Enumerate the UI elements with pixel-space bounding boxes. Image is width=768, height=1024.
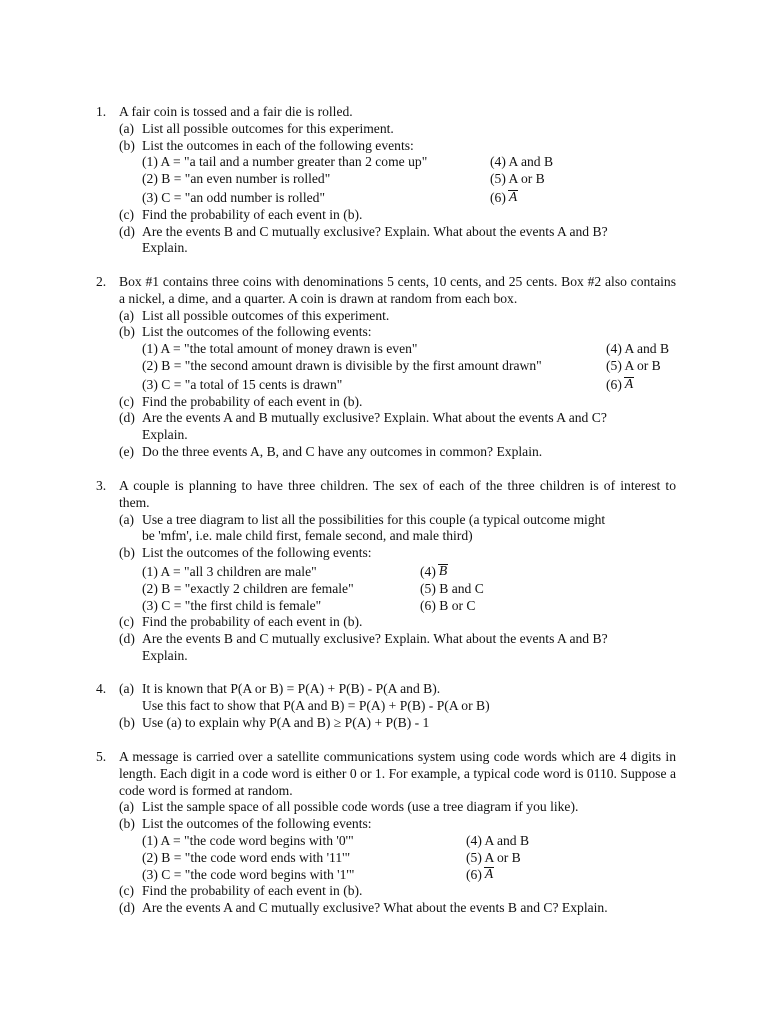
part-d: (d) Are the events A and C mutually exclusive? What about the events B and C? Explain. (119, 900, 608, 916)
part-a-continued: be 'mfm', i.e. male child first, female second, and male third) (142, 528, 473, 544)
event-row: (2) B = "the code word ends with '11'" (5) A or B (142, 849, 521, 865)
part-d-continued: Explain. (142, 647, 188, 663)
problem-intro: Box #1 contains three coins with denominations 5 cents, 10 cents, and 25 cents. Box #2 also contains a nickel, a dime, and a quarter. A coin is drawn at random from each box. (119, 274, 676, 306)
problem-4 (96, 681, 676, 731)
part-a-continued: Use this fact to show that P(A and B) = P(A) + P(B) - P(A or B) (142, 697, 490, 713)
problem-number: 1. (96, 104, 107, 119)
part-d-continued: Explain. (142, 240, 188, 256)
problem-number: 4. (96, 681, 107, 696)
event-row: (3) C = "the first child is female" (6) B or C (142, 597, 476, 613)
part-a: (a) List all possible outcomes of this experiment. (119, 307, 390, 323)
part-a: (a) List all possible outcomes for this experiment. (119, 120, 394, 136)
part-d: (d) Are the events B and C mutually exclusive? Explain. What about the events A and B? (119, 631, 608, 647)
event-row: (2) B = "exactly 2 children are female" (5) B and C (142, 580, 484, 596)
problem-intro: A fair coin is tossed and a fair die is rolled. (119, 104, 353, 119)
part-d: (d) Are the events A and B mutually exclusive? Explain. What about the events A and C? (119, 410, 607, 426)
part-c: (c) Find the probability of each event in (b). (119, 883, 363, 899)
part-c: (c) Find the probability of each event in (b). (119, 614, 363, 630)
event-row: (1) A = "all 3 children are male" (4) B (142, 562, 448, 579)
event-row: (3) C = "an odd number is rolled" (6) A (142, 188, 518, 205)
part-b: (b) Use (a) to explain why P(A and B) ≥ P(A) + P(B) - 1 (119, 714, 430, 730)
part-b: (b) List the outcomes of the following events: (119, 545, 372, 561)
problem-number: 5. (96, 749, 107, 764)
problem-number: 2. (96, 274, 107, 289)
problem-2 (96, 274, 676, 461)
part-b: (b) List the outcomes of the following events: (119, 816, 372, 832)
problem-number: 3. (96, 478, 107, 493)
event-row: (1) A = "the code word begins with '0'" (4) A and B (142, 832, 530, 848)
complement-symbol: A (624, 377, 634, 394)
event-row: (1) A = "the total amount of money drawn is even" (4) A and B (142, 341, 670, 357)
complement-symbol: A (484, 867, 494, 884)
problem-1 (96, 104, 676, 257)
complement-symbol: A (508, 190, 518, 207)
part-a: (a) It is known that P(A or B) = P(A) + P(B) - P(A and B). (119, 681, 441, 696)
part-c: (c) Find the probability of each event in (b). (119, 206, 363, 222)
problem-5 (96, 749, 676, 917)
problem-3 (96, 478, 676, 665)
part-a: (a) List the sample space of all possible code words (use a tree diagram if you like). (119, 799, 579, 815)
event-row: (3) C = "the code word begins with '1'" (6) A (142, 865, 494, 882)
part-c: (c) Find the probability of each event in (b). (119, 393, 363, 409)
event-row: (1) A = "a tail and a number greater than 2 come up" (4) A and B (142, 154, 554, 170)
part-b: (b) List the outcomes of the following events: (119, 324, 372, 340)
event-row: (2) B = "the second amount drawn is divisible by the first amount drawn" (5) A or B (142, 357, 661, 373)
complement-symbol: B (438, 564, 448, 581)
event-row: (3) C = "a total of 15 cents is drawn" (6) A (142, 375, 634, 392)
part-d: (d) Are the events B and C mutually exclusive? Explain. What about the events A and B? (119, 223, 608, 239)
part-e: (e) Do the three events A, B, and C have any outcomes in common? Explain. (119, 443, 543, 459)
part-a: (a) Use a tree diagram to list all the possibilities for this couple (a typical outcome might (119, 511, 606, 527)
problem-intro: A couple is planning to have three children. The sex of each of the three children is of interest to them. (119, 478, 676, 510)
event-row: (2) B = "an even number is rolled" (5) A or B (142, 171, 545, 187)
part-b: (b) List the outcomes in each of the following events: (119, 137, 414, 153)
problem-intro: A message is carried over a satellite communications system using code words which are 4 digits in length. Each digit in a code word is either 0 or 1. For example, a typical code word is 0110. Suppose a code word is formed at random. (119, 749, 676, 798)
part-d-continued: Explain. (142, 427, 188, 443)
